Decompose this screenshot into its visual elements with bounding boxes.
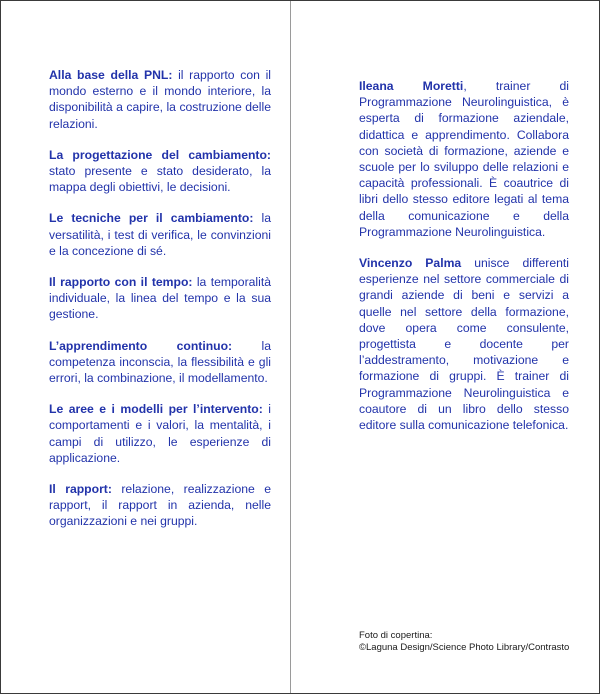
paragraph-text: la temporalità individuale, la linea del tempo e la sua gestione.	[49, 275, 272, 322]
paragraph-text: la competenza inconscia, la flessibilità e gli errori, la combinazione, il modellamento.	[49, 338, 272, 386]
paragraph-heading: Le aree e i modelli per l’intervento:	[49, 402, 263, 417]
author-name: Vincenzo Palma	[359, 256, 462, 271]
cover-photo-credit	[359, 630, 589, 654]
paragraph-heading: Il rapport:	[49, 482, 112, 497]
paragraph-text: la versatilità, i test di verifica, le convinzioni e la concezione di sé.	[49, 211, 272, 258]
author-bio	[359, 255, 569, 433]
paragraph-text: stato presente e stato desiderato, la mappa degli obiettivi, le decisioni.	[49, 164, 271, 195]
paragraph-heading: Le tecniche per il cambiamento:	[49, 211, 254, 226]
author-bio-text: unisce differenti esperienze nel settore commerciale di grandi aziende di beni e servizi a quelle nel settore della formazione, dove opera come consulente, progettista e docente per l’addestramento, motivazione e formazione di gruppi. È trainer di Programmazione Neurolinguistica e coautore di un libro dello stesso editore sulla comunicazione telefonica.	[359, 256, 569, 433]
contents-paragraph	[49, 67, 271, 132]
paragraph-heading: Il rapporto con il tempo:	[49, 275, 193, 290]
author-bio	[359, 78, 569, 240]
credit-label: Foto di copertina:	[359, 630, 433, 641]
authors-column	[359, 78, 569, 448]
contents-paragraph	[49, 147, 271, 196]
contents-paragraph	[49, 274, 271, 323]
author-name: Ileana Moretti	[359, 79, 464, 93]
paragraph-heading: La progettazione del cambiamento:	[49, 147, 271, 162]
paragraph-text: relazione, realizzazione e rapport, il rapport in azienda, nelle organizzazioni e nei gruppi.	[49, 482, 272, 529]
contents-column	[49, 67, 271, 545]
paragraph-heading: L’apprendimento continuo:	[49, 338, 233, 353]
paragraph-heading: Alla base della PNL:	[49, 68, 173, 82]
paragraph-text: il rapporto con il mondo esterno e il mondo interiore, la disponibilità a capire, la costruzione delle relazioni.	[49, 68, 271, 131]
paragraph-text: i comportamenti e i valori, la mentalità, i campi di utilizzo, le esperienze di applicazione.	[49, 402, 271, 465]
contents-paragraph	[49, 401, 271, 466]
author-bio-text: , trainer di Programmazione Neurolinguistica, è esperta di formazione aziendale, didattica e apprendimento. Collabora con società di formazione, aziende e scuole per lo sviluppo delle relazioni e capacità professionali. È coautrice di libri dello stesso editore legati al tema della comunicazione e della Programmazione Neurolinguistica.	[359, 79, 569, 239]
contents-paragraph	[49, 338, 271, 387]
fold-line	[290, 1, 291, 693]
contents-paragraph	[49, 210, 271, 259]
credit-source: ©Laguna Design/Science Photo Library/Contrasto	[359, 642, 570, 653]
contents-paragraph	[49, 481, 271, 530]
